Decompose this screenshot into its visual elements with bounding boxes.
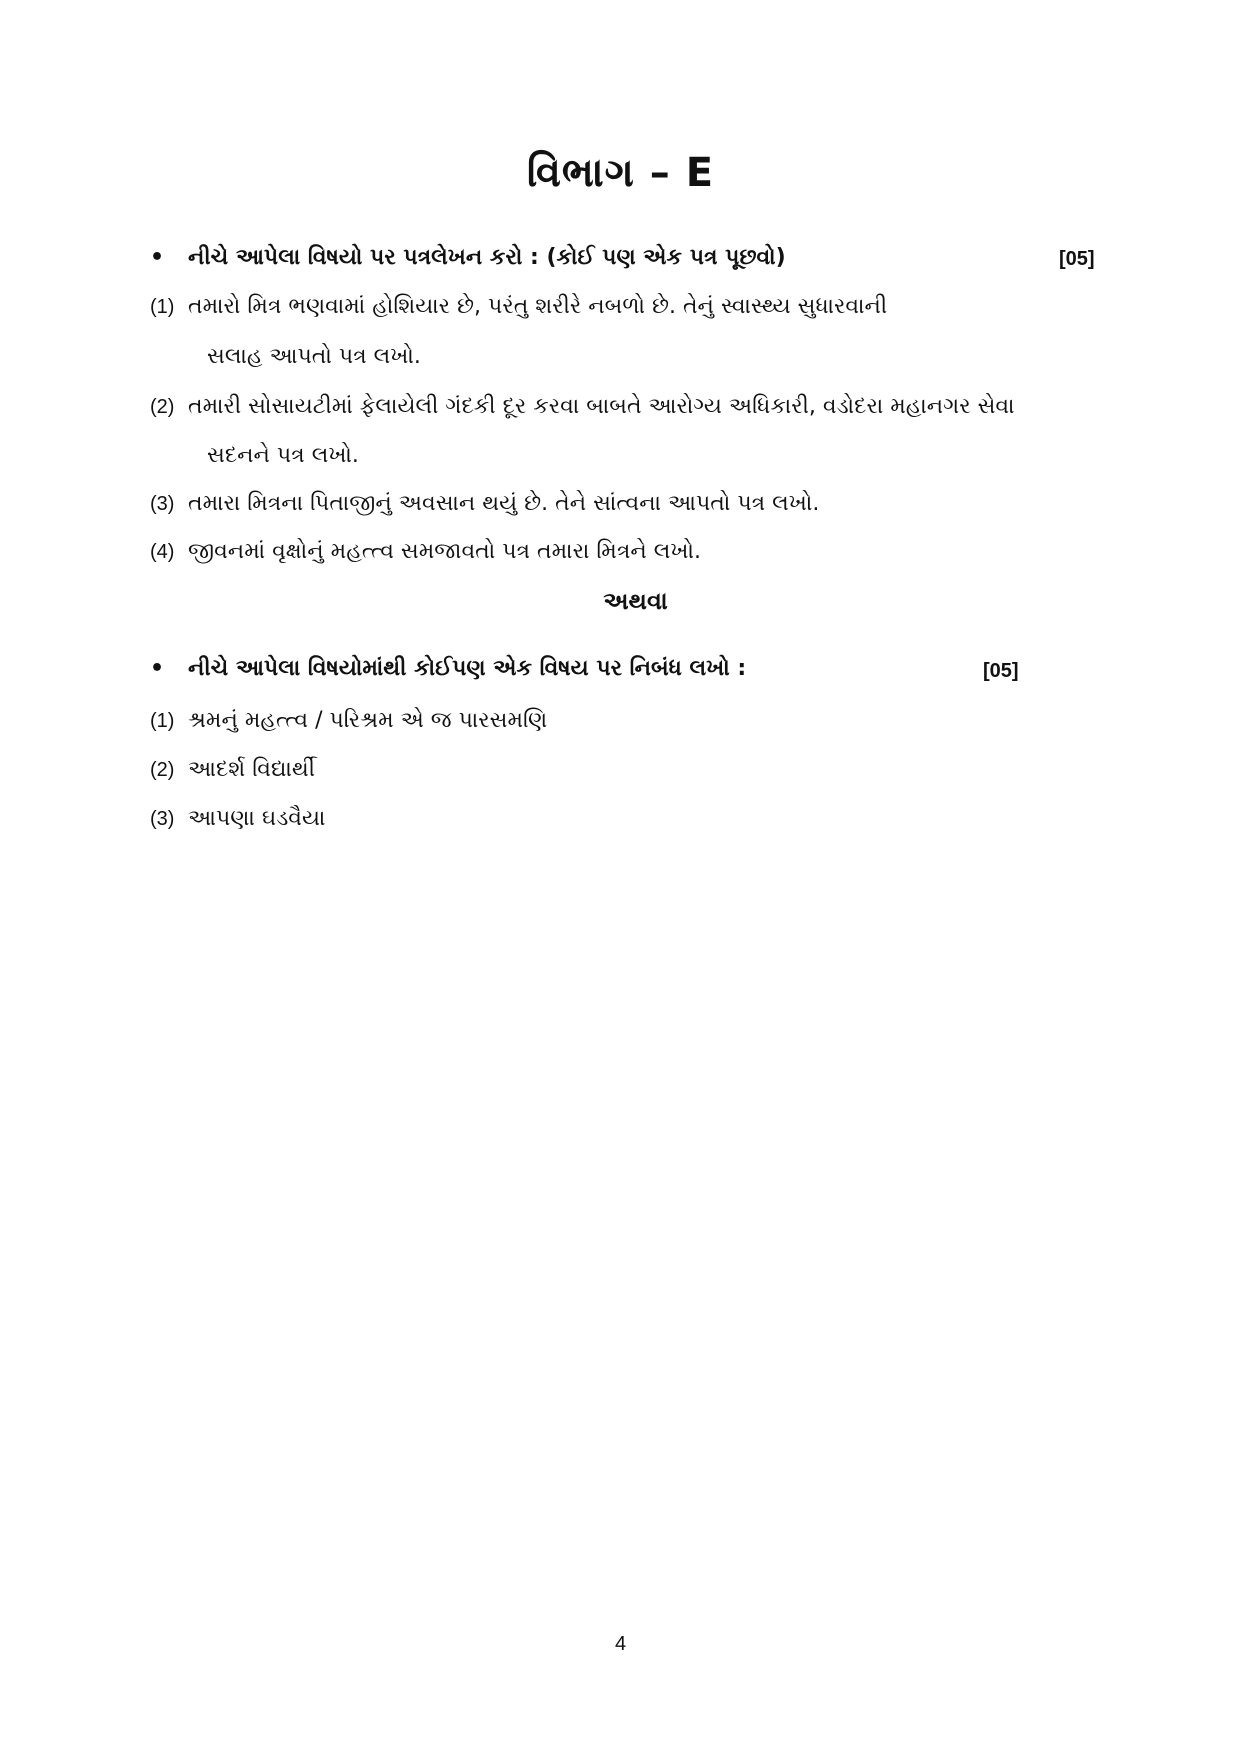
bullet-icon: • [150,656,165,681]
item-text: તમારી સોસાયટીમાં ફેલાયેલી ગંદકી દૂર કરવા બાબતે આરોગ્ય અધિકારી, વડોદરા મહાનગર સેવા [188,394,1015,419]
list-item [150,394,1015,419]
item-text: જીવનમાં વૃક્ષોનું મહત્ત્વ સમજાવતો પત્ર તમારા મિત્રને લખો. [188,539,701,564]
list-item [150,491,819,516]
item-number: (2) [150,396,175,418]
item-number: (3) [150,493,175,515]
letter-marks: [05] [1059,248,1095,270]
letter-instruction-text: નીચે આપેલા વિષયો પર પત્રલેખન કરો : (કોઈ પણ એક પત્ર પૂછવો) [188,245,786,270]
item-number: (1) [150,296,175,318]
section-title: વિભાગ – E [526,150,715,196]
bullet-icon: • [150,245,165,270]
item-text: આપણા ઘડવૈયા [188,806,326,831]
essay-marks: [05] [983,660,1019,682]
item-text: શ્રમનું મહત્ત્વ / પરિશ્રમ એ જ પારસમણિ [188,708,548,733]
list-item [150,708,547,733]
item-text: આદર્શ વિદ્યાર્થી [188,757,316,782]
list-item [150,806,325,831]
list-item [150,294,887,319]
item-number: (3) [150,808,175,830]
item-text-continued: સદનને પત્ર લખો. [207,443,359,468]
list-item [150,757,315,782]
item-text: તમારા મિત્રના પિતાજીનું અવસાન થયું છે. તેને સાંત્વના આપતો પત્ર લખો. [188,491,820,516]
item-text-continued: સલાહ આપતો પત્ર લખો. [207,344,421,369]
page-number: 4 [614,1633,627,1655]
or-divider: અથવા [603,587,668,615]
list-item [150,539,701,564]
item-number: (1) [150,710,175,732]
letter-instruction [150,245,786,270]
essay-instruction [150,656,746,681]
item-text: તમારો મિત્ર ભણવામાં હોશિયાર છે, પરંતુ શરીરે નબળો છે. તેનું સ્વાસ્થ્ય સુધારવાની [188,294,888,319]
essay-instruction-text: નીચે આપેલા વિષયોમાંથી કોઈપણ એક વિષય પર નિબંધ લખો : [188,656,747,681]
item-number: (2) [150,759,175,781]
item-number: (4) [150,541,175,563]
